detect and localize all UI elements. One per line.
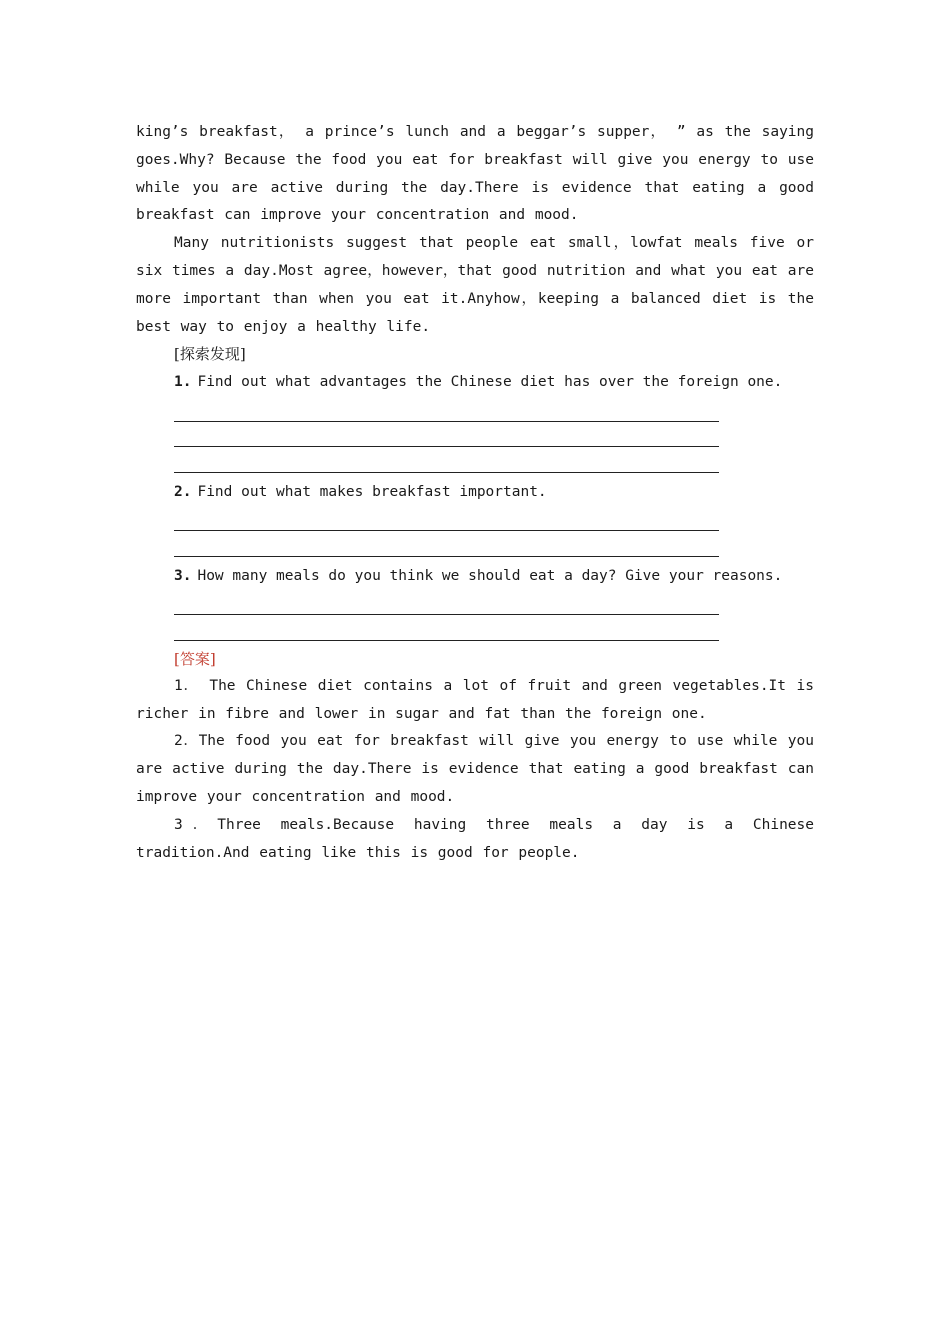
question-2-number: 2. xyxy=(174,483,192,500)
answer-2: 2．The food you eat for breakfast will give you energy to use while you are active during the day.There is evidence that eating a good breakfast can improve your concentration and mood. xyxy=(136,733,814,806)
explore-section-label: [探索发现] xyxy=(174,345,246,364)
question-1 xyxy=(136,368,814,396)
question-1-answer-lines xyxy=(136,396,814,473)
question-2 xyxy=(136,478,814,506)
question-1-number: 1. xyxy=(174,374,192,391)
question-3-number: 3. xyxy=(174,567,192,584)
answer-blank-line[interactable] xyxy=(174,615,719,641)
answer-blank-line[interactable] xyxy=(174,506,719,532)
answer-blank-line[interactable] xyxy=(174,422,719,448)
answer-blank-line[interactable] xyxy=(174,447,719,473)
question-1-text: Find out what advantages the Chinese diet has over the foreign one. xyxy=(197,374,783,391)
passage-paragraph-1: king’s breakfast， a prince’s lunch and a beggar’s supper， ” as the saying goes.Why? Because the food you eat for breakfast will give you energy to use while you are active during the day.There is evidence that eating a good breakfast can improve your concentration and mood. xyxy=(136,124,814,224)
answer-1: 1． The Chinese diet contains a lot of fruit and green vegetables.It is richer in fibre and lower in sugar and fat than the foreign one. xyxy=(136,677,814,722)
question-3-answer-lines xyxy=(136,590,814,641)
question-3 xyxy=(136,562,814,590)
answer-blank-line[interactable] xyxy=(174,396,719,422)
question-2-text: Find out what makes breakfast important. xyxy=(197,483,547,500)
answers-section-label: [答案] xyxy=(174,649,216,668)
answer-blank-line[interactable] xyxy=(174,590,719,616)
passage-paragraph-2: Many nutritionists suggest that people eat small，lowfat meals five or six times a day.Most agree，however，that good nutrition and what you eat are more important than when you eat it.Anyhow，keeping a balanced diet is the best way to enjoy a healthy life. xyxy=(136,235,814,335)
question-3-text: How many meals do you think we should eat a day? Give your reasons. xyxy=(197,567,783,584)
answer-3: 3．Three meals.Because having three meals a day is a Chinese tradition.And eating like this is good for people. xyxy=(136,816,814,861)
answer-blank-line[interactable] xyxy=(174,531,719,557)
question-2-answer-lines xyxy=(136,506,814,557)
worksheet-page xyxy=(136,119,814,867)
